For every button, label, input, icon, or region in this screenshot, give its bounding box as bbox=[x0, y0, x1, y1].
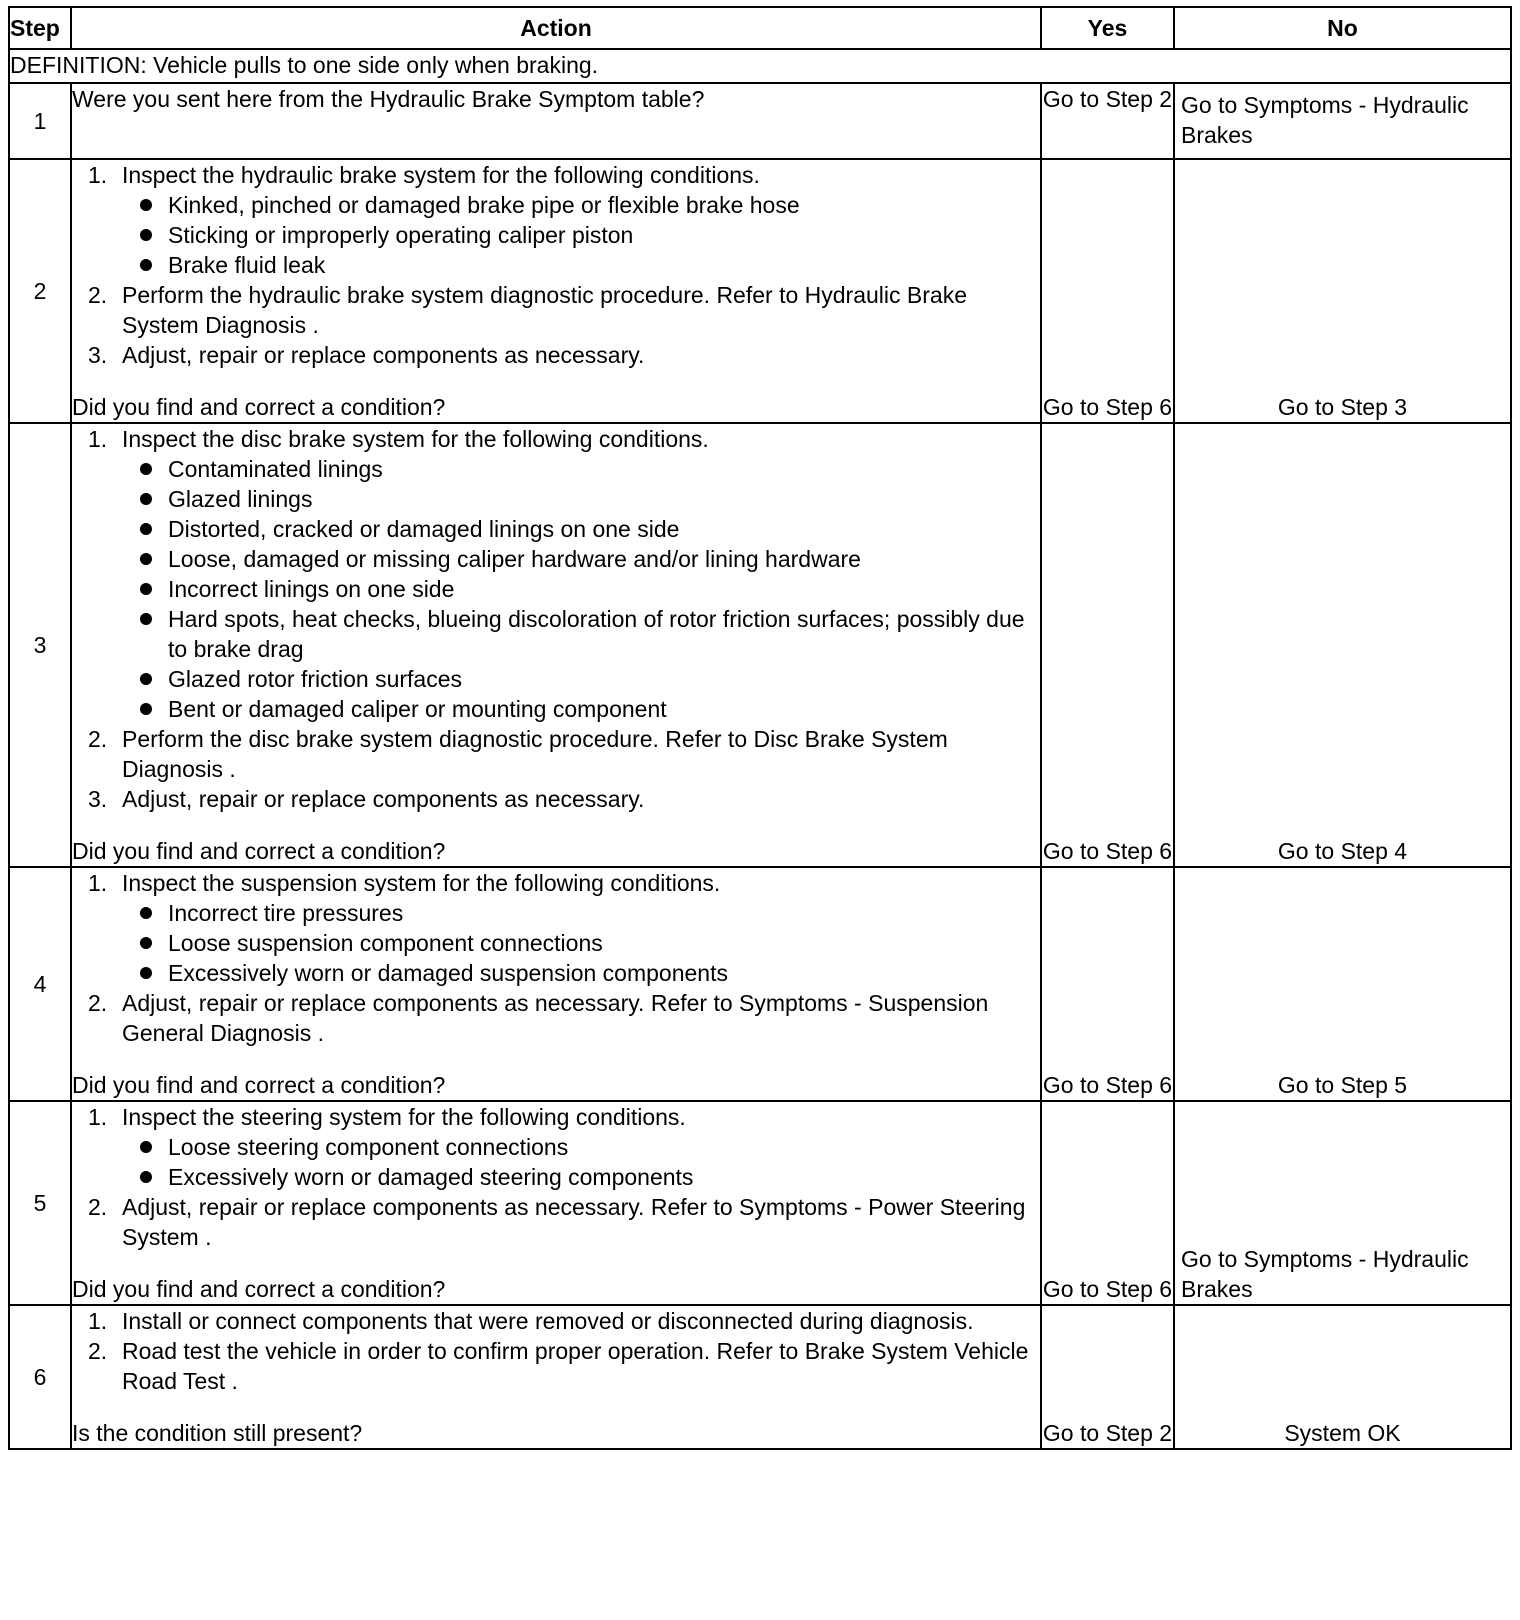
no-action: Go to Step 5 bbox=[1174, 867, 1511, 1101]
bullet-icon bbox=[138, 250, 168, 280]
bullet-item bbox=[72, 1132, 1040, 1162]
step-row-3 bbox=[9, 423, 1511, 867]
bullet-icon bbox=[138, 664, 168, 694]
list-item bbox=[72, 160, 1040, 190]
step-number: 2 bbox=[9, 159, 71, 423]
list-number: 2. bbox=[88, 1338, 108, 1364]
no-action: Go to Symptoms - Hydraulic Brakes bbox=[1174, 1101, 1511, 1305]
bullet-icon bbox=[138, 898, 168, 928]
bullet-text: Distorted, cracked or damaged linings on one side bbox=[168, 516, 680, 542]
list-item bbox=[72, 1102, 1040, 1132]
step-number: 4 bbox=[9, 867, 71, 1101]
bullet-item bbox=[72, 898, 1040, 928]
list-number: 1. bbox=[88, 162, 108, 188]
bullet-icon bbox=[138, 190, 168, 220]
header-action: Action bbox=[71, 7, 1041, 49]
list-item bbox=[72, 1336, 1040, 1396]
bullet-icon bbox=[138, 958, 168, 988]
list-number: 1. bbox=[88, 870, 108, 896]
list-text: Perform the hydraulic brake system diagnostic procedure. Refer to Hydraulic Brake System Diagnosis . bbox=[122, 282, 967, 338]
bullet-item bbox=[72, 220, 1040, 250]
step-question: Did you find and correct a condition? bbox=[72, 1072, 446, 1098]
list-number: 1. bbox=[88, 426, 108, 452]
bullet-text: Incorrect tire pressures bbox=[168, 900, 404, 926]
bullet-icon bbox=[138, 604, 168, 664]
bullet-text: Loose steering component connections bbox=[168, 1134, 569, 1160]
step-question: Did you find and correct a condition? bbox=[72, 838, 446, 864]
bullet-text: Excessively worn or damaged suspension components bbox=[168, 960, 728, 986]
list-number: 1. bbox=[88, 1104, 108, 1130]
diagnostic-table-container bbox=[8, 6, 1512, 1450]
bullet-item bbox=[72, 928, 1040, 958]
step-row-1 bbox=[9, 83, 1511, 159]
bullet-text: Sticking or improperly operating caliper piston bbox=[168, 222, 634, 248]
step-question: Did you find and correct a condition? bbox=[72, 394, 446, 420]
bullet-text: Bent or damaged caliper or mounting component bbox=[168, 696, 667, 722]
bullet-text: Contaminated linings bbox=[168, 456, 383, 482]
definition-row bbox=[9, 49, 1511, 83]
no-action: System OK bbox=[1174, 1305, 1511, 1449]
header-row bbox=[9, 7, 1511, 49]
yes-action: Go to Step 6 bbox=[1041, 867, 1174, 1101]
step-number: 5 bbox=[9, 1101, 71, 1305]
list-item bbox=[72, 988, 1040, 1048]
yes-action: Go to Step 2 bbox=[1041, 1305, 1174, 1449]
bullet-text: Glazed linings bbox=[168, 486, 313, 512]
diagnostic-table bbox=[8, 6, 1512, 1450]
list-number: 2. bbox=[88, 282, 108, 308]
list-item bbox=[72, 280, 1040, 340]
bullet-icon bbox=[138, 574, 168, 604]
step-number: 6 bbox=[9, 1305, 71, 1449]
yes-action: Go to Step 6 bbox=[1041, 423, 1174, 867]
step-question: Were you sent here from the Hydraulic Brake Symptom table? bbox=[71, 83, 1041, 159]
bullet-item bbox=[72, 544, 1040, 574]
list-text: Inspect the suspension system for the following conditions. bbox=[122, 870, 721, 896]
bullet-item bbox=[72, 694, 1040, 724]
step-row-5 bbox=[9, 1101, 1511, 1305]
bullet-item bbox=[72, 604, 1040, 664]
bullet-icon bbox=[138, 694, 168, 724]
bullet-text: Glazed rotor friction surfaces bbox=[168, 666, 463, 692]
bullet-item bbox=[72, 250, 1040, 280]
no-action: Go to Step 3 bbox=[1174, 159, 1511, 423]
bullet-text: Hard spots, heat checks, blueing discoloration of rotor friction surfaces; possibly due to brake drag bbox=[168, 606, 1025, 662]
step-row-4 bbox=[9, 867, 1511, 1101]
bullet-icon bbox=[138, 454, 168, 484]
list-item bbox=[72, 784, 1040, 814]
yes-action: Go to Step 2 bbox=[1041, 83, 1174, 159]
step-question: Did you find and correct a condition? bbox=[72, 1276, 446, 1302]
header-yes: Yes bbox=[1041, 7, 1174, 49]
list-text: Adjust, repair or replace components as necessary. bbox=[122, 786, 645, 812]
bullet-item bbox=[72, 664, 1040, 694]
bullet-item bbox=[72, 1162, 1040, 1192]
list-text: Road test the vehicle in order to confirm proper operation. Refer to Brake System Vehicle Road Test . bbox=[122, 1338, 1029, 1394]
list-item bbox=[72, 868, 1040, 898]
list-text: Perform the disc brake system diagnostic procedure. Refer to Disc Brake System Diagnosis . bbox=[122, 726, 948, 782]
bullet-item bbox=[72, 454, 1040, 484]
step-action bbox=[71, 867, 1041, 1101]
bullet-text: Excessively worn or damaged steering components bbox=[168, 1164, 694, 1190]
step-number: 3 bbox=[9, 423, 71, 867]
step-action bbox=[71, 159, 1041, 423]
bullet-item bbox=[72, 190, 1040, 220]
list-number: 3. bbox=[88, 342, 108, 368]
bullet-item bbox=[72, 514, 1040, 544]
no-action: Go to Symptoms - Hydraulic Brakes bbox=[1174, 83, 1511, 159]
yes-action: Go to Step 6 bbox=[1041, 1101, 1174, 1305]
list-text: Adjust, repair or replace components as necessary. bbox=[122, 342, 645, 368]
bullet-text: Brake fluid leak bbox=[168, 252, 326, 278]
bullet-icon bbox=[138, 1132, 168, 1162]
bullet-text: Loose, damaged or missing caliper hardware and/or lining hardware bbox=[168, 546, 861, 572]
list-item bbox=[72, 340, 1040, 370]
list-text: Adjust, repair or replace components as necessary. Refer to Symptoms - Suspension General Diagnosis . bbox=[122, 990, 989, 1046]
definition-text: DEFINITION: Vehicle pulls to one side only when braking. bbox=[9, 49, 1511, 83]
bullet-item bbox=[72, 958, 1040, 988]
bullet-text: Incorrect linings on one side bbox=[168, 576, 455, 602]
list-number: 3. bbox=[88, 786, 108, 812]
list-text: Inspect the hydraulic brake system for the following conditions. bbox=[122, 162, 760, 188]
list-text: Install or connect components that were removed or disconnected during diagnosis. bbox=[122, 1308, 974, 1334]
list-number: 2. bbox=[88, 990, 108, 1016]
bullet-item bbox=[72, 574, 1040, 604]
bullet-icon bbox=[138, 484, 168, 514]
list-item bbox=[72, 1306, 1040, 1336]
list-item bbox=[72, 1192, 1040, 1252]
step-action bbox=[71, 1305, 1041, 1449]
list-item bbox=[72, 424, 1040, 454]
bullet-item bbox=[72, 484, 1040, 514]
step-action bbox=[71, 423, 1041, 867]
list-number: 2. bbox=[88, 1194, 108, 1220]
list-number: 2. bbox=[88, 726, 108, 752]
bullet-icon bbox=[138, 928, 168, 958]
header-step: Step bbox=[9, 7, 71, 49]
bullet-icon bbox=[138, 220, 168, 250]
step-question: Is the condition still present? bbox=[72, 1420, 363, 1446]
yes-action: Go to Step 6 bbox=[1041, 159, 1174, 423]
list-text: Inspect the disc brake system for the following conditions. bbox=[122, 426, 709, 452]
step-row-6 bbox=[9, 1305, 1511, 1449]
step-action bbox=[71, 1101, 1041, 1305]
step-number: 1 bbox=[9, 83, 71, 159]
list-item bbox=[72, 724, 1040, 784]
header-no: No bbox=[1174, 7, 1511, 49]
list-text: Inspect the steering system for the following conditions. bbox=[122, 1104, 686, 1130]
list-text: Adjust, repair or replace components as necessary. Refer to Symptoms - Power Steering System . bbox=[122, 1194, 1026, 1250]
bullet-text: Kinked, pinched or damaged brake pipe or flexible brake hose bbox=[168, 192, 800, 218]
no-action: Go to Step 4 bbox=[1174, 423, 1511, 867]
step-row-2 bbox=[9, 159, 1511, 423]
bullet-text: Loose suspension component connections bbox=[168, 930, 603, 956]
list-number: 1. bbox=[88, 1308, 108, 1334]
bullet-icon bbox=[138, 1162, 168, 1192]
bullet-icon bbox=[138, 514, 168, 544]
bullet-icon bbox=[138, 544, 168, 574]
